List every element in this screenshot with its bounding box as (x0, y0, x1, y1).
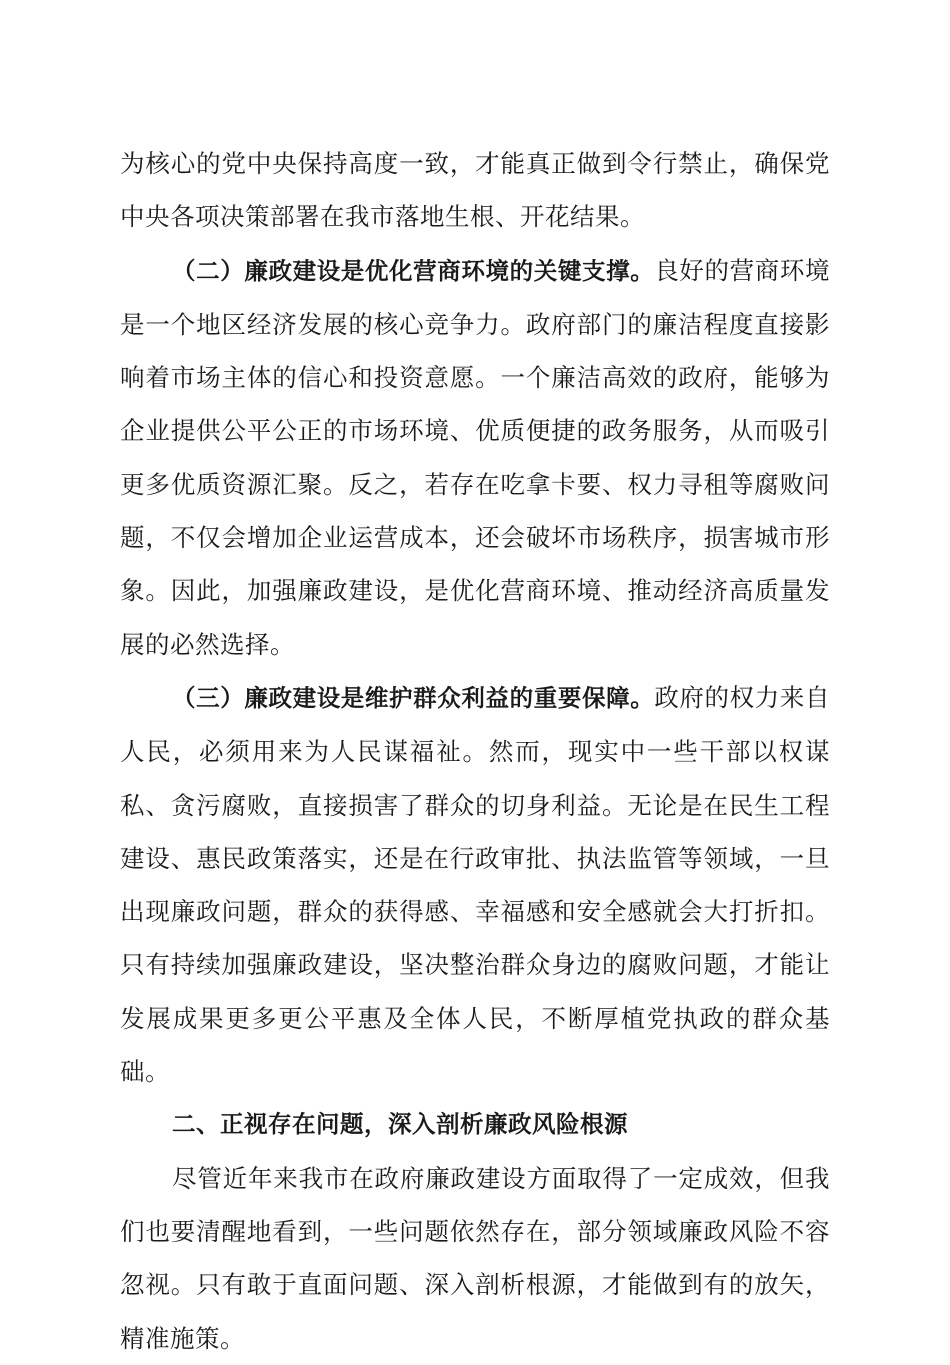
paragraph-subsection-3 (120, 671, 830, 1098)
paragraph-text: 良好的营商环境是一个地区经济发展的核心竞争力。政府部门的廉洁程度直接影响着市场主体的信心和投资意愿。一个廉洁高效的政府，能够为企业提供公平公正的市场环境、优质便捷的政务服务，从而吸引更多优质资源汇聚。反之，若存在吃拿卡要、权力寻租等腐败问题，不仅会增加企业运营成本，还会破坏市场秩序，损害城市形象。因此，加强廉政建设，是优化营商环境、推动经济高质量发展的必然选择。 (120, 255, 831, 659)
paragraph-text: 政府的权力来自人民，必须用来为人民谋福祉。然而，现实中一些干部以权谋私、贪污腐败，直接损害了群众的切身利益。无论是在民生工程建设、惠民政策落实，还是在行政审批、执法监管等领域，一旦出现廉政问题，群众的获得感、幸福感和安全感就会大打折扣。只有持续加强廉政建设，坚决整治群众身边的腐败问题，才能让发展成果更多更公平惠及全体人民，不断厚植党执政的群众基础。 (120, 682, 831, 1087)
subsection-lead: （二）廉政建设是优化营商环境的关键支撑。 (172, 256, 655, 285)
document-body (120, 137, 830, 1365)
paragraph-text: 为核心的党中央保持高度一致，才能真正做到令行禁止，确保党中央各项决策部署在我市落地生根、开花结果。 (120, 149, 830, 232)
paragraph-continuation (120, 137, 830, 244)
subsection-lead: （三）廉政建设是维护群众利益的重要保障。 (172, 683, 655, 712)
paragraph-subsection-2 (120, 244, 830, 671)
paragraph-text: 尽管近年来我市在政府廉政建设方面取得了一定成效，但我们也要清醒地看到，一些问题依然存在，部分领域廉政风险不容忽视。只有敢于直面问题、深入剖析根源，才能做到有的放矢，精准施策。 (120, 1163, 830, 1353)
section-heading: 二、正视存在问题，深入剖析廉政风险根源 (172, 1110, 628, 1139)
paragraph-body (120, 1152, 830, 1365)
